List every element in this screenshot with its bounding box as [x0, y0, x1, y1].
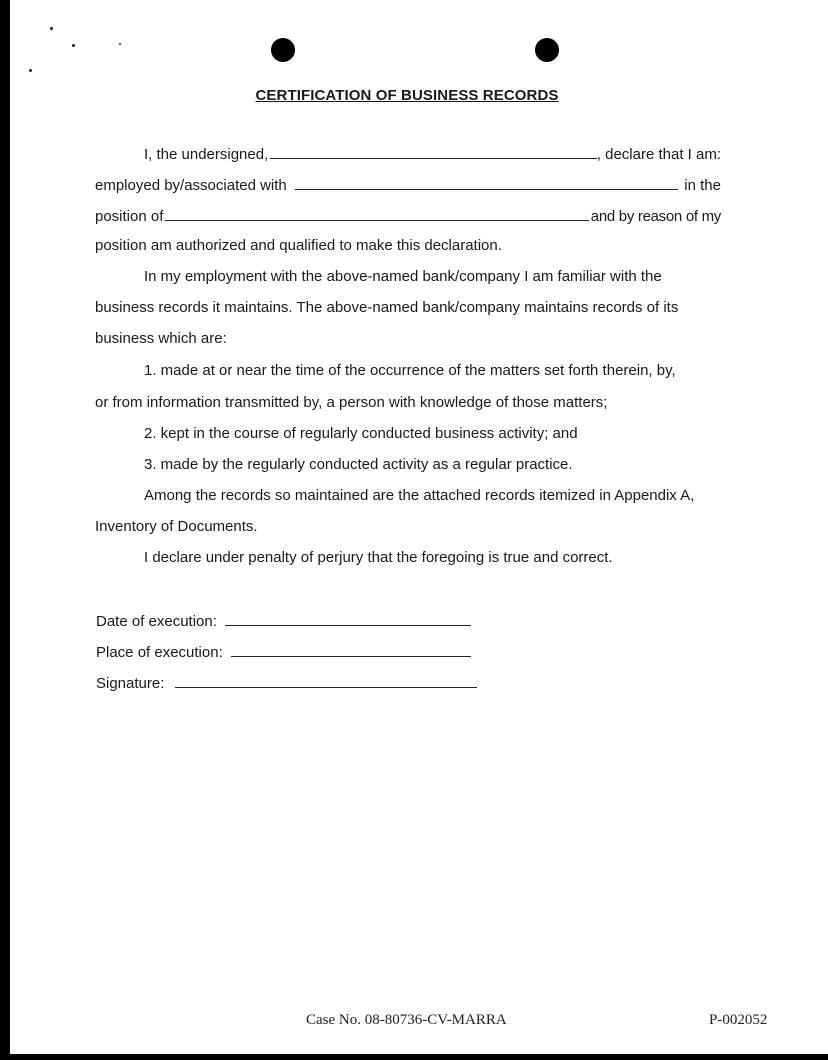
- authorization-line: position am authorized and qualified to make this declaration.: [95, 237, 502, 254]
- place-blank[interactable]: [231, 642, 471, 657]
- declare-text: , declare that I am:: [596, 146, 721, 163]
- item-2: 2. kept in the course of regularly conducted business activity; and: [144, 425, 578, 442]
- reason-text: and by reason of my: [590, 208, 721, 225]
- date-label: Date of execution:: [96, 613, 217, 630]
- item-1-line-1: 1. made at or near the time of the occurrence of the matters set forth therein, by,: [144, 362, 676, 379]
- employment-line-1: In my employment with the above-named bank/company I am familiar with the: [144, 268, 662, 285]
- records-line-1: Among the records so maintained are the attached records itemized in Appendix A,: [144, 487, 695, 504]
- document-title: CERTIFICATION OF BUSINESS RECORDS: [255, 87, 559, 104]
- punch-hole: [535, 38, 559, 62]
- position-blank[interactable]: [165, 206, 588, 221]
- bates-number: P-002052: [709, 1012, 768, 1028]
- item-3: 3. made by the regularly conducted activity as a regular practice.: [144, 456, 573, 473]
- scan-speck: [29, 69, 32, 72]
- place-row: [96, 642, 471, 662]
- date-blank[interactable]: [225, 611, 471, 626]
- scan-speck: [72, 44, 75, 47]
- place-label: Place of execution:: [96, 644, 223, 661]
- employer-blank[interactable]: [295, 175, 679, 190]
- employer-line: [95, 175, 721, 195]
- undersigned-label: I, the undersigned,: [144, 146, 269, 163]
- signature-blank[interactable]: [175, 673, 477, 688]
- signature-label: Signature:: [96, 675, 165, 692]
- signature-row: [96, 673, 477, 693]
- in-the-text: in the: [684, 177, 721, 194]
- employment-line-3: business which are:: [95, 330, 227, 347]
- position-line: [95, 206, 721, 226]
- scan-bottom-edge: [0, 1054, 828, 1060]
- scan-left-edge: [0, 0, 10, 1060]
- undersigned-line: [95, 144, 721, 164]
- name-blank[interactable]: [270, 144, 597, 159]
- scan-speck: [119, 43, 121, 45]
- item-1-line-2: or from information transmitted by, a person with knowledge of those matters;: [95, 394, 608, 411]
- date-row: [96, 611, 471, 631]
- case-number: Case No. 08-80736-CV-MARRA: [306, 1012, 507, 1028]
- employer-label: employed by/associated with: [95, 177, 287, 194]
- punch-hole: [271, 38, 295, 62]
- employment-line-2: business records it maintains. The above-named bank/company maintains records of its: [95, 299, 679, 316]
- perjury-declaration: I declare under penalty of perjury that the foregoing is true and correct.: [144, 549, 613, 566]
- records-line-2: Inventory of Documents.: [95, 518, 258, 535]
- position-label: position of: [95, 208, 164, 225]
- scan-speck: [50, 27, 53, 30]
